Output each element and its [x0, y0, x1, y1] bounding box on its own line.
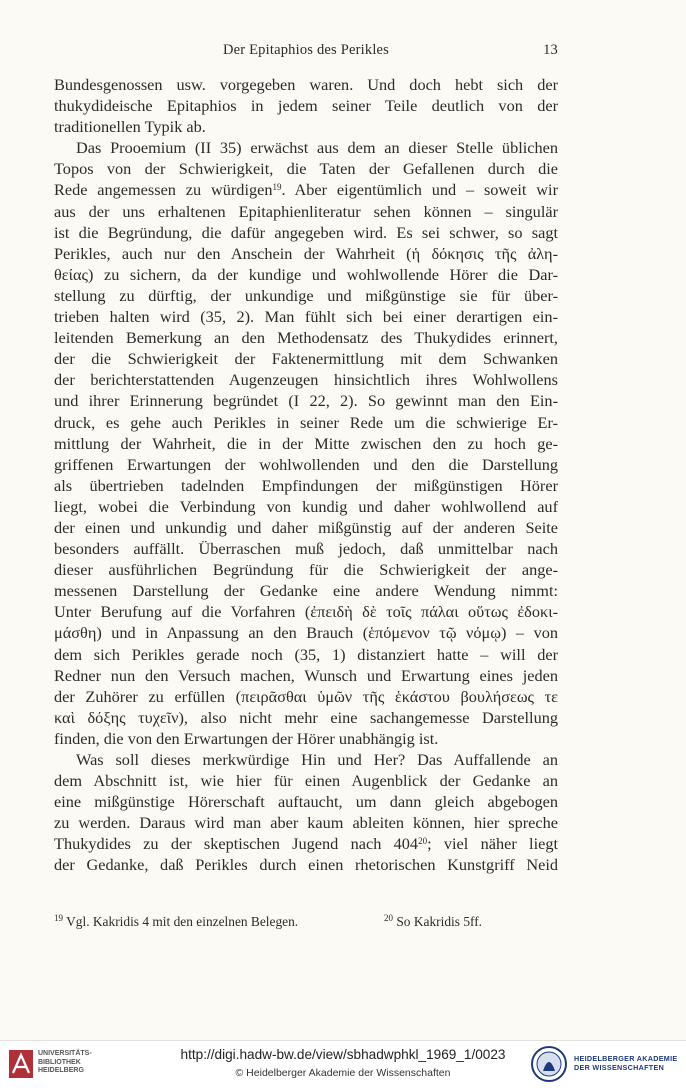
running-head — [54, 42, 558, 64]
copyright-notice: © Heidelberger Akademie der Wissenschaften — [235, 1067, 451, 1079]
text-line: leitenden Bemerkung an den Methodensatz des Thukydides erinnert, — [54, 328, 558, 348]
footnote-reference: 19 — [272, 182, 282, 193]
academy-seal-icon — [530, 1045, 568, 1083]
text-line: Perikles, auch nur den Anschein der Wahrheit (ἡ δόκησις τῆς ἀλη- — [54, 243, 558, 263]
text-line: dieser ausführlichen Begründung für die Schwierigkeit der ange- — [54, 560, 558, 580]
academy-line: HEIDELBERGER AKADEMIE — [574, 1054, 678, 1063]
text-line: messenen Darstellung der Gedanke eine andere Wendung nimmt: — [54, 581, 558, 601]
footnote-reference: 20 — [418, 836, 428, 847]
text-line — [54, 833, 558, 854]
text-line: καὶ δόξης τυχεῖν), also nicht mehr eine sachangemesse Darstellung — [54, 707, 558, 727]
text-line: finden, die von den Erwartungen der Hörer unabhängig ist. — [54, 728, 439, 748]
footnote-20 — [384, 913, 482, 931]
footnote-number: 20 — [384, 913, 393, 923]
text-line: der einen und unkundig und daher mißgünstig auf der anderen Seite — [54, 517, 558, 537]
text-line: trieben halten wird (35, 2). Man fühlt sich bei einer derartigen ein- — [54, 307, 558, 327]
text-line: μάσθη) und in Anpassung an den Brauch (ἑπόμενον τῷ νόμῳ) – von — [54, 623, 558, 643]
running-title: Der Epitaphios des Perikles — [222, 42, 390, 58]
text-line: eine mißgünstige Hörerschaft auftaucht, um dann gleich abgebogen — [54, 792, 558, 812]
text-line: und ihrer Erinnerung begründet (I 22, 2). So gewinnt man den Ein- — [54, 391, 558, 411]
library-line: UNIVERSITÄTS- — [38, 1050, 92, 1057]
text-line: druck, es gehe auch Perikles in seiner Rede um die schwierige Er- — [54, 412, 558, 432]
permalink-url[interactable]: http://digi.hadw-bw.de/view/sbhadwphkl_1969_1/0023 — [180, 1047, 506, 1062]
text-segment: Rede angemessen zu würdigen — [54, 180, 273, 200]
text-line: mittlung der Wahrheit, die in der Mitte zwischen den zu hoch ge- — [54, 433, 558, 453]
text-line: ist die Begründung, die dafür angegeben wird. Es sei schwer, so sagt — [54, 222, 558, 242]
text-line: Was soll dieses merkwürdige Hin und Her? Das Auffallende an — [76, 750, 558, 769]
text-line: als übertrieben tadelnden Empfindungen der mißgünstigen Hörer — [54, 475, 558, 495]
text-segment: Thukydides zu der skeptischen Jugend nach 404 — [54, 834, 419, 854]
text-line: griffenen Erwartungen der wohlwollenden und den die Darstellung — [54, 454, 558, 474]
page-number: 13 — [543, 42, 558, 58]
text-line: der die Schwierigkeit der Faktenermittlung mit dem Schwanken — [54, 349, 558, 369]
text-line: zu werden. Daraus wird man aber kaum ableiten können, hier spreche — [54, 813, 558, 833]
text-line: dem sich Perikles gerade noch (35, 1) distanziert hatte – will der — [54, 644, 558, 664]
text-line: Unter Berufung auf die Vorfahren (ἐπειδὴ δὲ τοῖς πάλαι οὕτως ἐδοκι- — [54, 602, 558, 622]
library-line: HEIDELBERG — [38, 1067, 84, 1075]
text-line: der Gedanke, daß Perikles durch einen rhetorischen Kunstgriff Neid — [54, 855, 558, 875]
text-segment: ; viel näher liegt — [427, 834, 558, 854]
text-line — [54, 179, 558, 200]
text-line: Das Prooemium (II 35) erwächst aus dem an dieser Stelle üblichen — [76, 138, 558, 158]
text-line: Bundesgenossen usw. vorgegeben waren. Und doch hebt sich der — [54, 75, 558, 94]
academy-name — [574, 1054, 677, 1073]
text-line: besonders auffällt. Überraschen muß jedoch, daß unmittelbar nach — [54, 539, 558, 559]
text-line: liegt, wobei die Verbindung von kundig und daher wohlwollend auf — [54, 496, 558, 516]
text-line: traditionellen Typik ab. — [54, 117, 206, 137]
text-line: θείας) zu sichern, da der kundige und wohlwollende Hörer die Dar- — [54, 264, 558, 284]
text-line: Topos von der Schwierigkeit, die Taten der Gefallenen durch die — [54, 159, 558, 179]
text-segment: . Aber eigentümlich und – soweit wir — [281, 180, 558, 200]
text-line: aus der uns erhaltenen Epitaphienliteratur sehen können – singulär — [54, 201, 558, 221]
academy-line: DER WISSENSCHAFTEN — [574, 1063, 665, 1073]
library-line: BIBLIOTHEK — [38, 1058, 81, 1066]
text-line: der Zuhörer zu erfüllen (πειρᾶσθαι ὑμῶν τῆς ἑκάστου βουλήσεως τε — [54, 686, 558, 706]
footnote-number: 19 — [54, 913, 63, 923]
footnote-text: So Kakridis 5ff. — [396, 914, 483, 929]
text-line: stellung zu dürftig, der unkundige und mißgünstige sie für über- — [54, 285, 558, 305]
viewer-footer — [0, 1040, 686, 1088]
footnote-text: Vgl. Kakridis 4 mit den einzelnen Belegen. — [66, 914, 299, 929]
footnote-19 — [54, 913, 298, 931]
text-line: dem Abschnitt ist, wie hier für einen Augenblick der Gedanke an — [54, 771, 558, 791]
body-text — [54, 74, 558, 876]
text-line: Redner nun den Versuch machen, Wunsch und Erwartung eines jeden — [54, 665, 558, 685]
text-line: thukydideische Epitaphios in jedem seiner Teile deutlich von der — [54, 96, 558, 116]
text-line: der berichterstattenden Augenzeugen hinsichtlich ihres Wohlwollens — [54, 370, 558, 390]
